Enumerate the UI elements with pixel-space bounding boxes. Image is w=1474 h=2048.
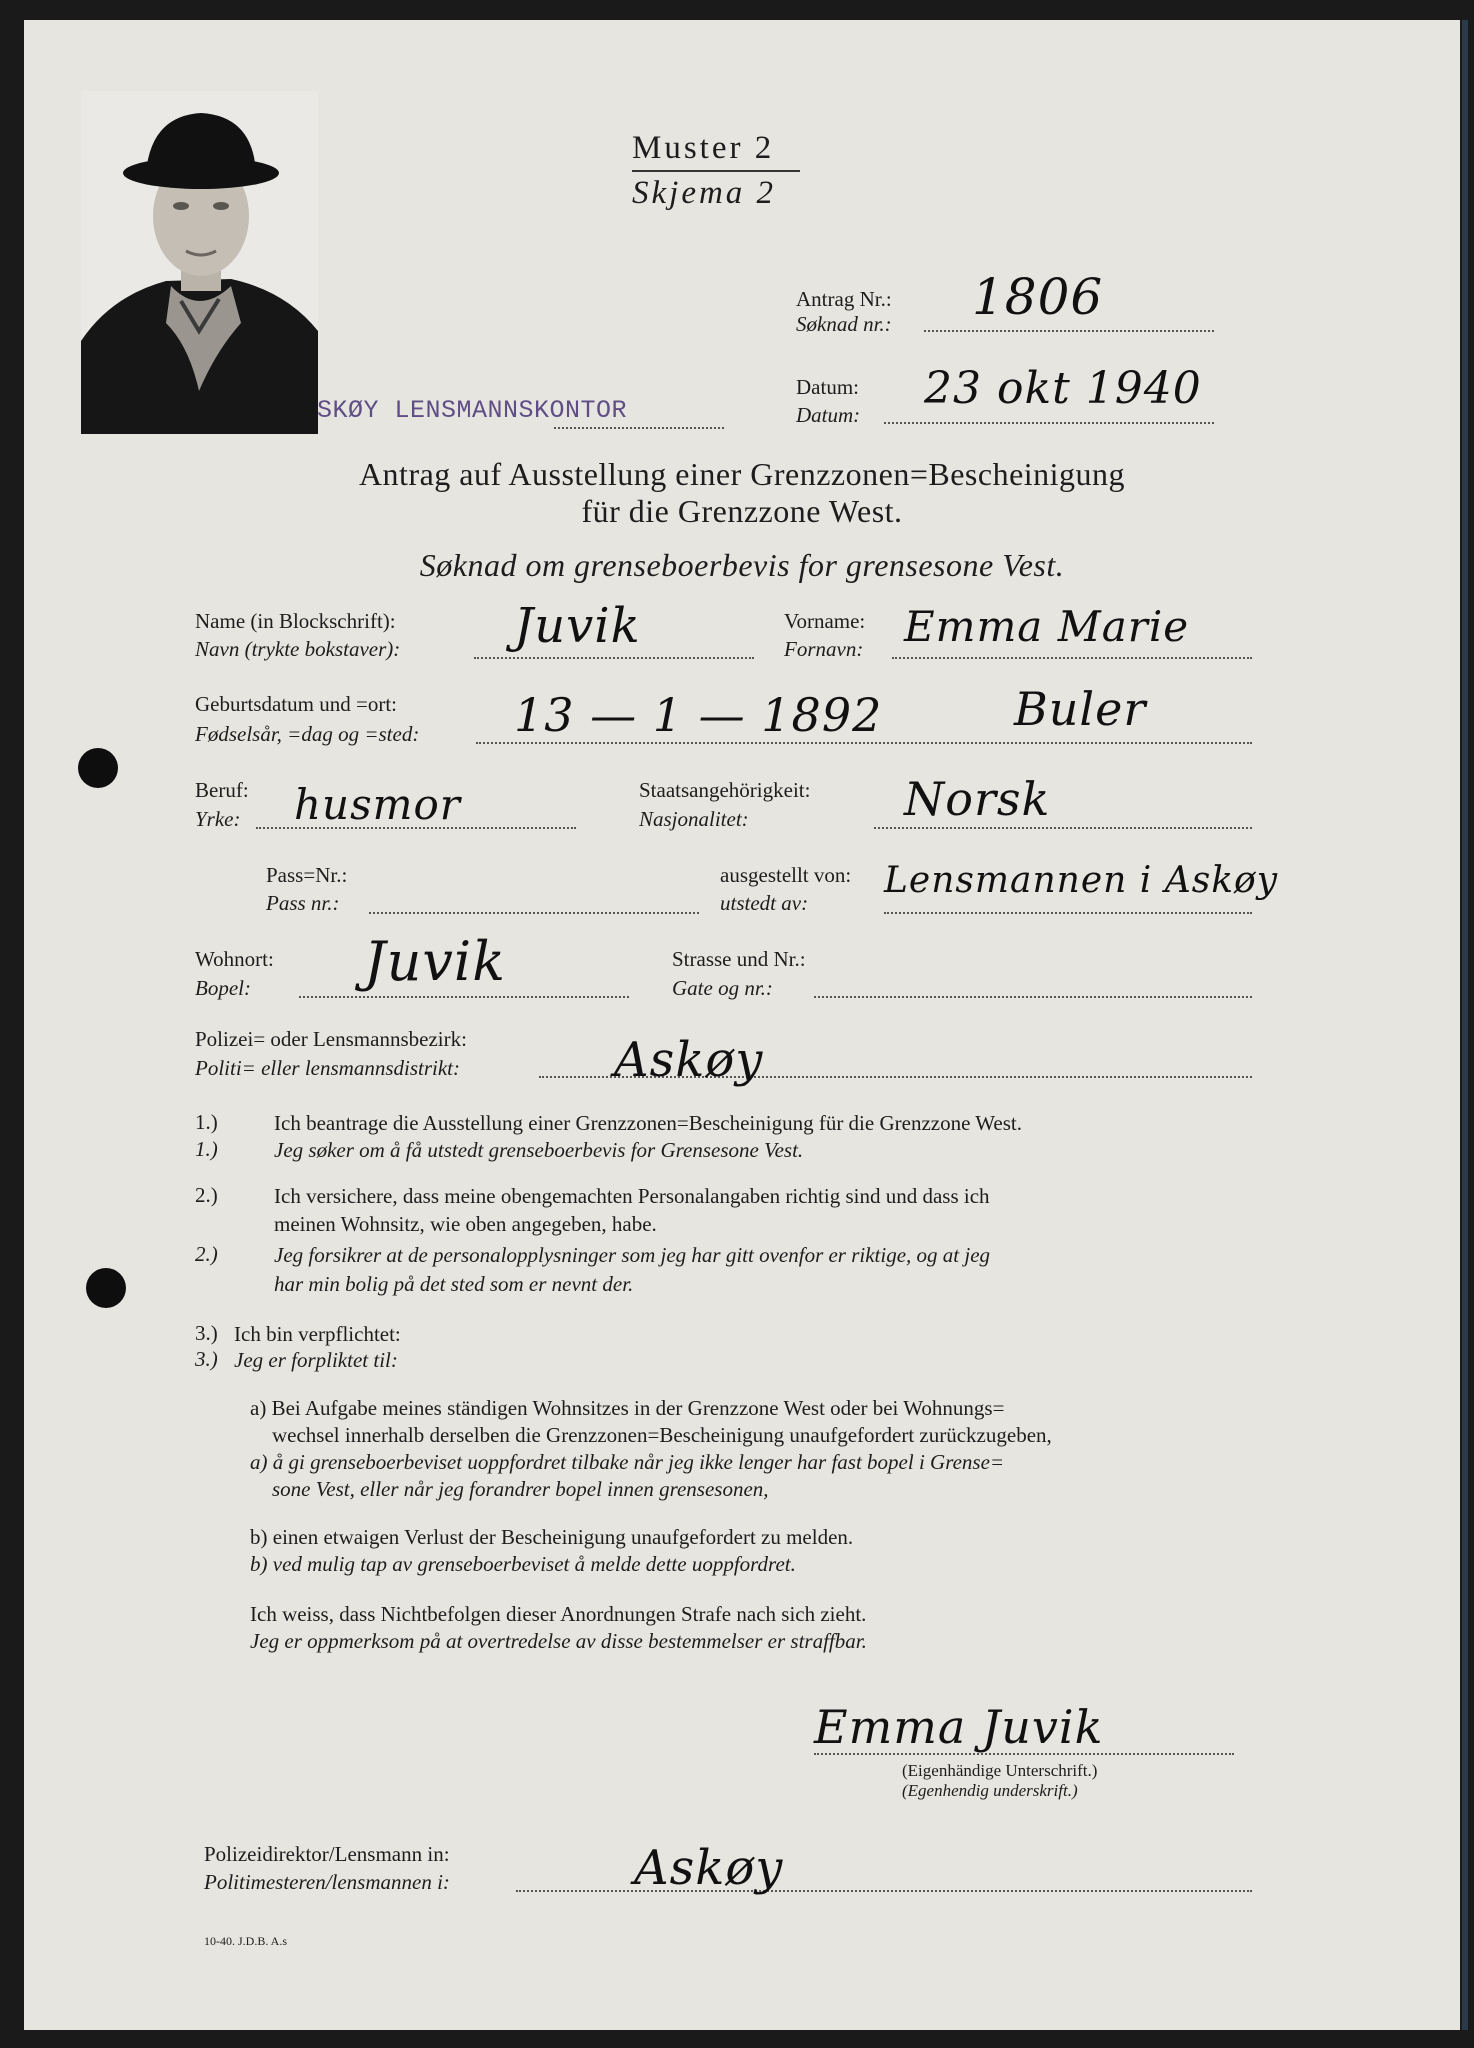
muster-label: Muster 2 [632, 130, 775, 166]
signature-label-de: (Eigenhändige Unterschrift.) [902, 1761, 1098, 1780]
item-3a-no-1: a) å gi grenseboerbeviset uoppfordret tilbake når jeg ikke lenger har fast bopel i Grense= [250, 1450, 1005, 1474]
document-page [24, 20, 1460, 2030]
item-3a-no-2: sone Vest, eller når jeg forandrer bopel innen grensesonen, [272, 1477, 769, 1501]
polizei-label-no: Politimesteren/lensmannen i: [204, 1870, 450, 1894]
beruf-value: husmor [294, 780, 461, 829]
ausg-label-no: utstedt av: [720, 891, 809, 915]
item-3-text-no: Jeg er forpliktet til: [234, 1348, 398, 1372]
staat-label-no: Nasjonalitet: [639, 807, 749, 831]
name-label-de: Name (in Blockschrift): [195, 609, 396, 633]
wohnort-value: Juvik [364, 930, 506, 993]
staat-value: Norsk [904, 772, 1051, 826]
wohnort-label-de: Wohnort: [195, 947, 274, 971]
soknad-nr-label: Søknad nr.: [796, 312, 892, 336]
bezirk-value: Askøy [614, 1032, 764, 1088]
bezirk-label-de: Polizei= oder Lensmannsbezirk: [195, 1027, 467, 1051]
title-line-2: für die Grenzzone West. [581, 493, 903, 529]
item-2-text-de-b: meinen Wohnsitz, wie oben angegeben, habe. [274, 1212, 657, 1236]
item-3b-no: b) ved mulig tap av grenseboerbeviset å melde dette uoppfordret. [250, 1552, 796, 1576]
pass-label-de: Pass=Nr.: [266, 863, 348, 887]
item-3a-de-2: wechsel innerhalb derselben die Grenzzonen=Bescheinigung unaufgefordert zurückzugeben, [272, 1423, 1052, 1447]
office-stamp: SKØY LENSMANNSKONTOR [317, 396, 628, 425]
title-line-3: Søknad om grenseboerbevis for grensesone Vest. [419, 547, 1065, 583]
item-2-text-no-a: Jeg forsikrer at de personalopplysninger som jeg har gitt ovenfor er riktige, og at jeg [274, 1243, 991, 1267]
form-code: 10-40. J.D.B. A.s [204, 1934, 288, 1948]
wohnort-label-no: Bopel: [195, 976, 251, 1000]
punch-hole-bottom [86, 1268, 126, 1308]
item-3b-de: b) einen etwaigen Verlust der Bescheinigung unaufgefordert zu melden. [250, 1525, 854, 1549]
punch-hole-top [78, 748, 118, 788]
ausg-label-de: ausgestellt von: [720, 863, 852, 887]
warning-de: Ich weiss, dass Nichtbefolgen dieser Anordnungen Strafe nach sich zieht. [250, 1602, 867, 1626]
item-3-text-de: Ich bin verpflichtet: [234, 1322, 401, 1346]
portrait-photo [81, 91, 318, 434]
item-2-text-no-b: har min bolig på det sted som er nevnt der. [274, 1272, 634, 1296]
signature-value: Emma Juvik [814, 1700, 1104, 1754]
beruf-label-de: Beruf: [195, 778, 249, 802]
item-1-number-de: 1.) [195, 1110, 218, 1134]
vorname-value: Emma Marie [904, 602, 1190, 651]
item-3-number-no: 3.) [195, 1347, 218, 1371]
item-1-text-de: Ich beantrage die Ausstellung einer Grenzzonen=Bescheinigung für die Grenzzone West. [274, 1111, 1022, 1135]
datum-label-de: Datum: [796, 375, 859, 399]
datum-value: 23 okt 1940 [924, 363, 1202, 414]
bezirk-label-no: Politi= eller lensmannsdistrikt: [195, 1056, 460, 1080]
item-3-number-de: 3.) [195, 1321, 218, 1345]
item-3a-de-1: a) Bei Aufgabe meines ständigen Wohnsitzes in der Grenzzone West oder bei Wohnungs= [250, 1396, 1005, 1420]
item-2-number-no: 2.) [195, 1242, 218, 1266]
vorname-label-no: Fornavn: [784, 637, 864, 661]
datum-label-no: Datum: [796, 403, 861, 427]
pass-label-no: Pass nr.: [266, 891, 340, 915]
name-label-no: Navn (trykte bokstaver): [195, 637, 401, 661]
item-2-text-de-a: Ich versichere, dass meine obengemachten Personalangaben richtig sind und dass ich [274, 1184, 990, 1208]
binder-edge [1462, 20, 1468, 2030]
ausg-value: Lensmannen i Askøy [884, 860, 1279, 901]
item-1-number-no: 1.) [195, 1137, 218, 1161]
antrag-nr-label: Antrag Nr.: [796, 287, 892, 311]
skjema-label: Skjema 2 [632, 175, 777, 211]
beruf-label-no: Yrke: [195, 807, 241, 831]
signature-label-no: (Egenhendig underskrift.) [902, 1781, 1078, 1800]
name-value: Juvik [514, 598, 641, 654]
title-line-1: Antrag auf Ausstellung einer Grenzzonen=Bescheinigung [358, 456, 1126, 492]
strasse-label-no: Gate og nr.: [672, 976, 773, 1000]
polizei-value: Askøy [634, 1840, 784, 1896]
strasse-label-de: Strasse und Nr.: [672, 947, 806, 971]
geb-label-de: Geburtsdatum und =ort: [195, 692, 397, 716]
geb-place-value: Buler [1014, 682, 1147, 736]
item-1-text-no: Jeg søker om å få utstedt grenseboerbevis for Grensesone Vest. [274, 1138, 804, 1162]
polizei-label-de: Polizeidirektor/Lensmann in: [204, 1842, 450, 1866]
staat-label-de: Staatsangehörigkeit: [639, 778, 811, 802]
antrag-nr-value: 1806 [972, 268, 1104, 326]
geb-date-value: 13 — 1 — 1892 [514, 688, 883, 742]
vorname-label-de: Vorname: [784, 609, 866, 633]
item-2-number-de: 2.) [195, 1183, 218, 1207]
warning-no: Jeg er oppmerksom på at overtredelse av disse bestemmelser er straffbar. [250, 1629, 867, 1653]
geb-label-no: Fødselsår, =dag og =sted: [195, 722, 420, 746]
